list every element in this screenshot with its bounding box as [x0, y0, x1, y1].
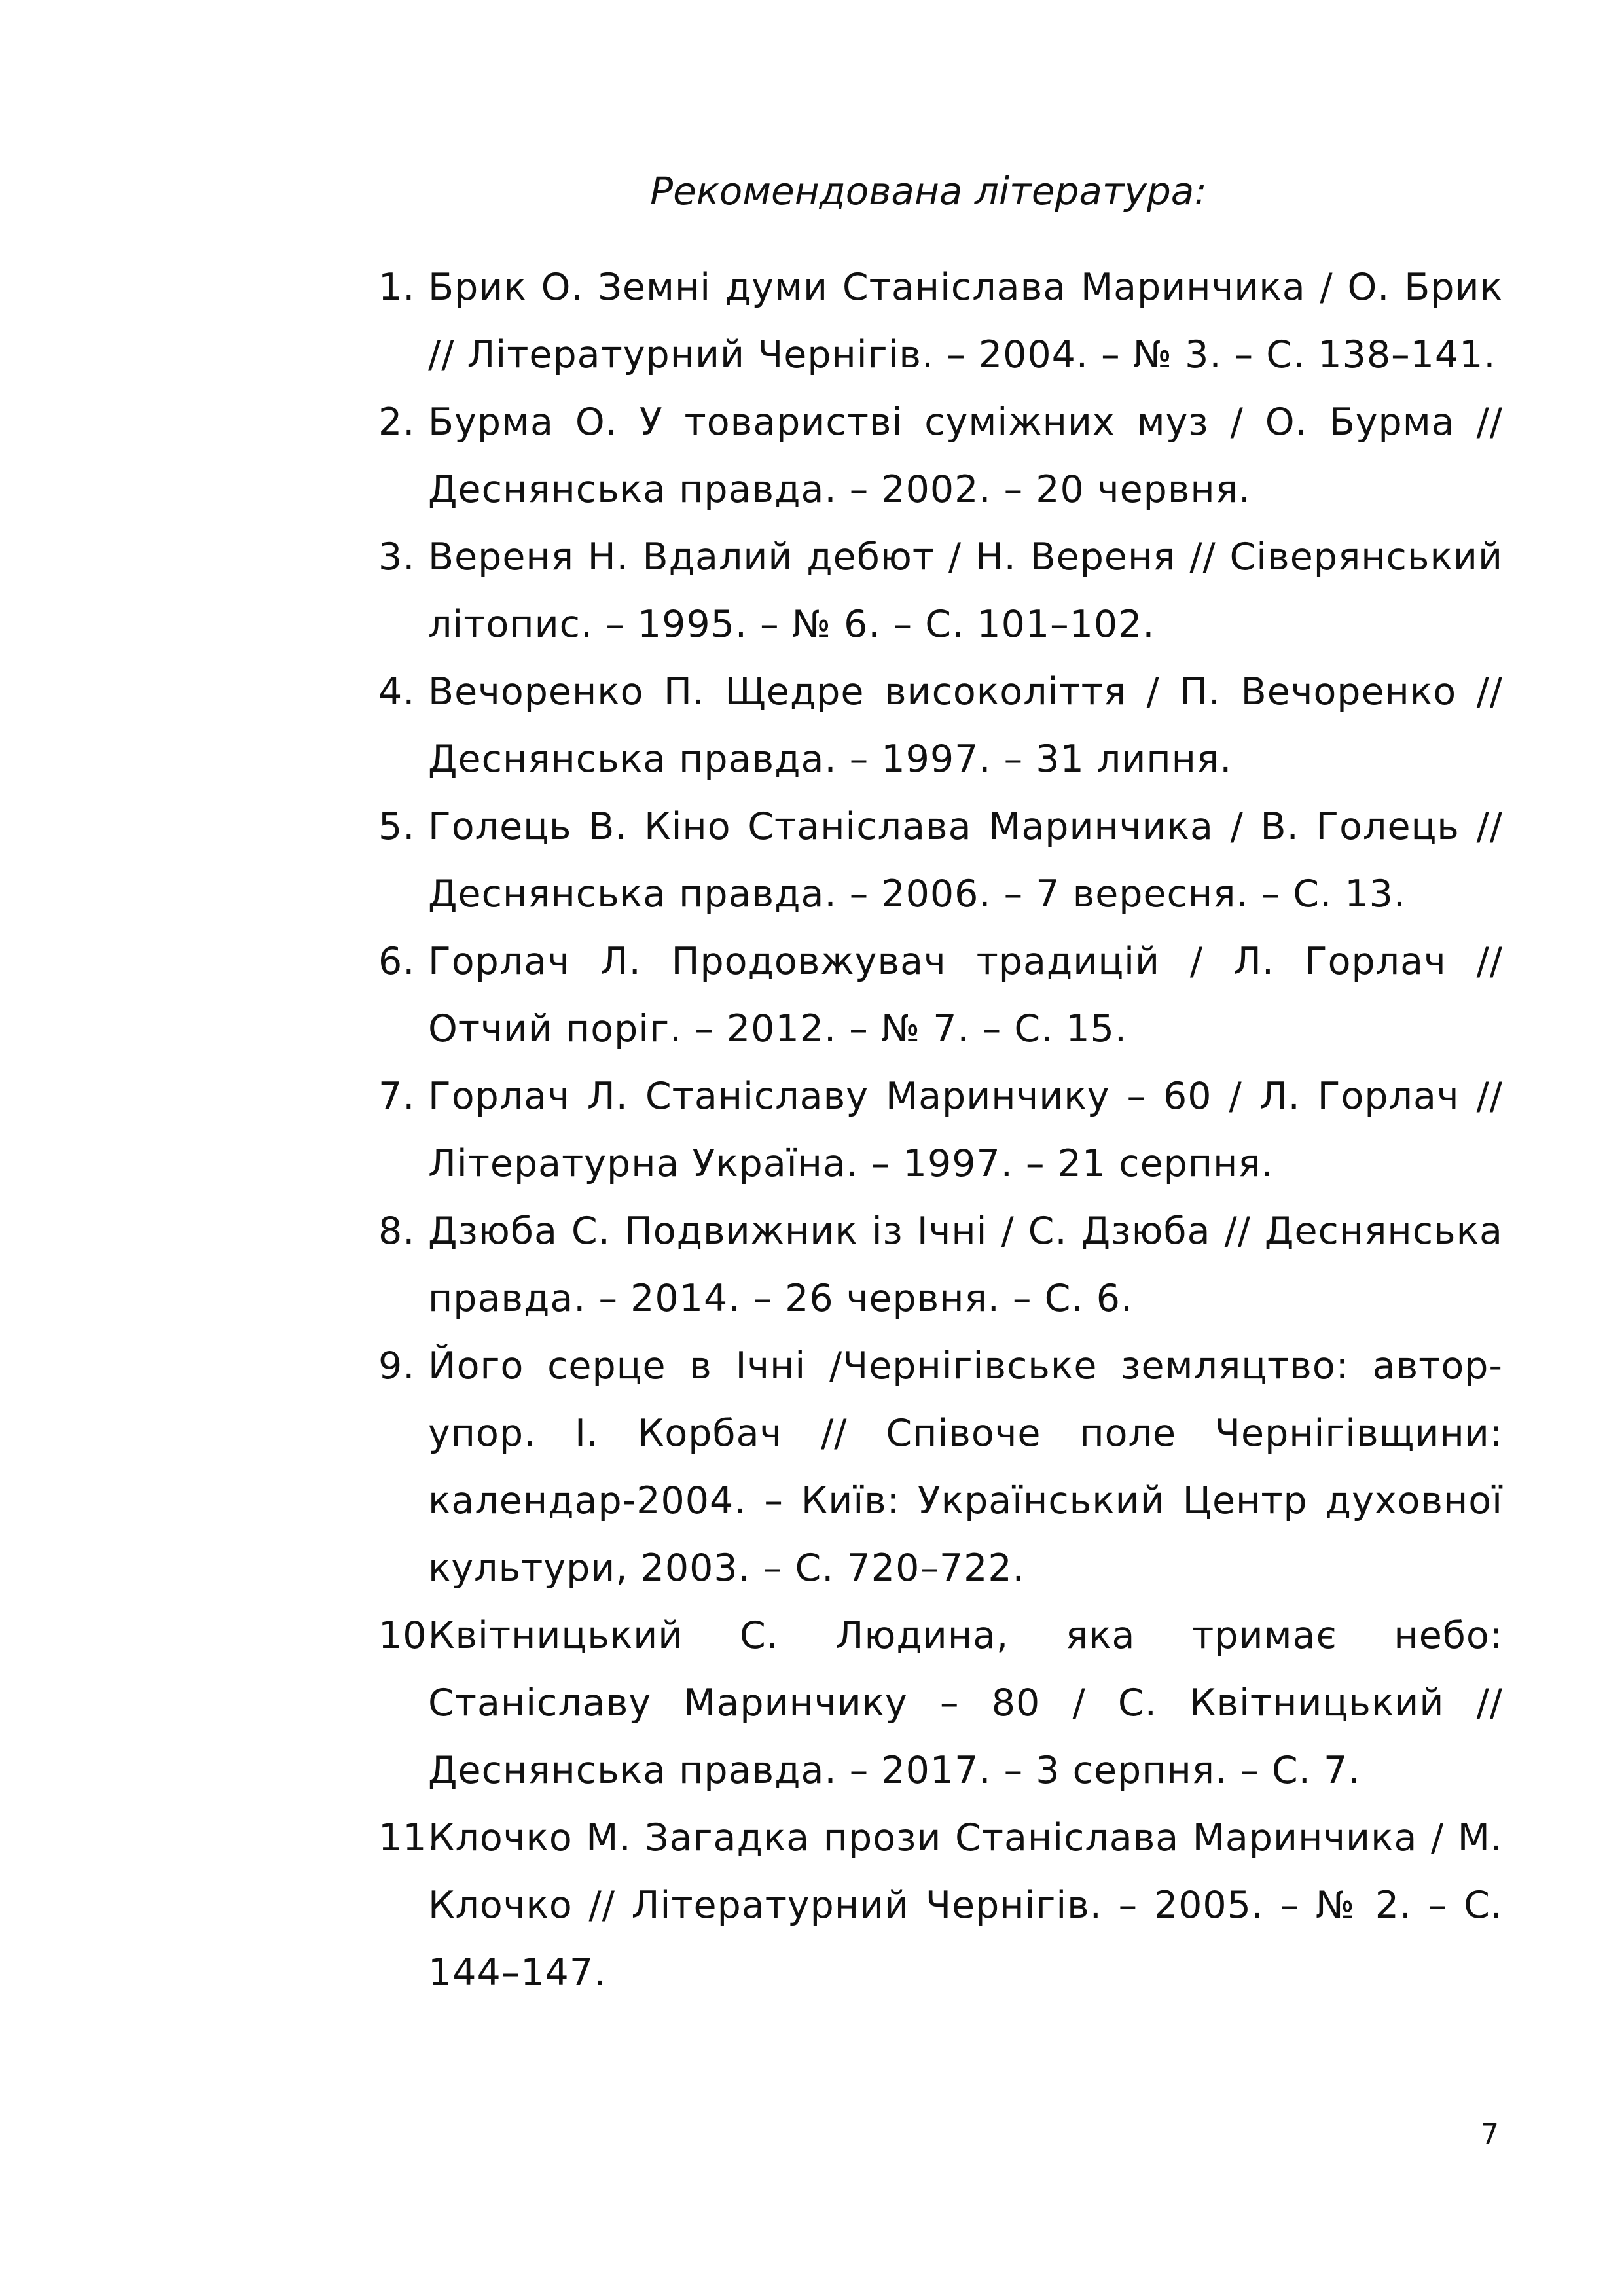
page-number: 7 — [1481, 2118, 1499, 2151]
reference-item — [378, 1804, 1503, 2007]
reference-item — [378, 658, 1503, 793]
reference-text: Голець В. Кіно Станіслава Маринчика / В. Голець // Деснянська правда. – 2006. – 7 вересня. – С. 13. — [428, 805, 1503, 916]
reference-text: Горлач Л. Станіславу Маринчику – 60 / Л. Горлач // Літературна Україна. – 1997. – 21 серпня. — [428, 1075, 1503, 1185]
reference-item — [378, 928, 1503, 1063]
reference-number: 6. — [378, 940, 416, 983]
reference-number: 9. — [378, 1344, 416, 1388]
reference-text: Вереня Н. Вдалий дебют / Н. Вереня // Сіверянський літопис. – 1995. – № 6. – С. 101–102. — [428, 535, 1503, 646]
reference-number: 5. — [378, 805, 416, 848]
reference-number: 7. — [378, 1075, 416, 1118]
reference-text: Дзюба С. Подвижник із Ічні / С. Дзюба // Деснянська правда. – 2014. – 26 червня. – С. 6. — [428, 1210, 1503, 1320]
reference-item — [378, 1602, 1503, 1804]
reference-number: 10. — [378, 1614, 440, 1657]
reference-number: 4. — [378, 670, 416, 713]
reference-item — [378, 254, 1503, 389]
reference-item — [378, 793, 1503, 928]
section-heading: Рекомендована література: — [650, 169, 1207, 213]
reference-text: Горлач Л. Продовжувач традицій / Л. Горлач // Отчий поріг. – 2012. – № 7. – С. 15. — [428, 940, 1503, 1050]
reference-number: 11. — [378, 1816, 440, 1859]
reference-number: 8. — [378, 1210, 416, 1253]
reference-list — [378, 254, 1503, 2007]
reference-item — [378, 1333, 1503, 1602]
reference-item — [378, 1063, 1503, 1198]
reference-text: Бурма О. У товаристві суміжних муз / О. Бурма // Деснянська правда. – 2002. – 20 червня. — [428, 401, 1503, 511]
reference-text: Квітницький С. Людина, яка тримає небо: Станіславу Маринчику – 80 / С. Квітницький // Деснянська правда. – 2017. – 3 серпня. – С. 7. — [428, 1614, 1503, 1792]
reference-text: Вечоренко П. Щедре високоліття / П. Вечоренко // Деснянська правда. – 1997. – 31 липня. — [428, 670, 1503, 781]
reference-text: Клочко М. Загадка прози Станіслава Маринчика / М. Клочко // Літературний Чернігів. – 2005. – № 2. – С. 144–147. — [428, 1816, 1503, 1994]
reference-number: 2. — [378, 401, 416, 444]
reference-number: 3. — [378, 535, 416, 579]
reference-item — [378, 524, 1503, 658]
reference-text: Брик О. Земні думи Станіслава Маринчика / О. Брик // Літературний Чернігів. – 2004. – № 3. – С. 138–141. — [428, 266, 1503, 376]
reference-item — [378, 1198, 1503, 1333]
reference-text: Його серце в Ічні /Чернігівське земляцтво: автор-упор. І. Корбач // Співоче поле Чернігівщини: календар-2004. – Київ: Український Центр духовної культури, 2003. – С. 720–722. — [428, 1344, 1503, 1590]
reference-item — [378, 389, 1503, 524]
reference-number: 1. — [378, 266, 416, 309]
